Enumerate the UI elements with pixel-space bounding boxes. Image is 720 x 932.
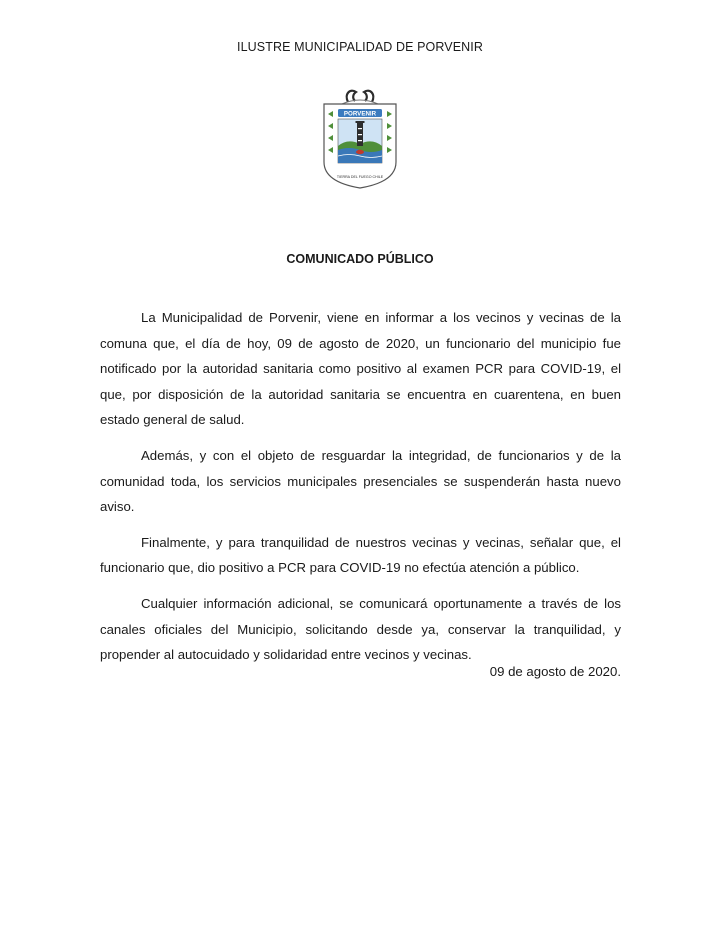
paragraph: Además, y con el objeto de resguardar la integridad, de funcionarios y de la comunidad toda, los servicios municipales presenciales se suspenderán hasta nuevo aviso. — [100, 447, 621, 515]
document-date: 09 de agosto de 2020. — [489, 664, 621, 679]
paragraph: Finalmente, y para tranquilidad de nuestros vecinas y vecinas, señalar que, el funcionario que, dio positivo a PCR para COVID-19 no efectúa atención a público. — [100, 534, 621, 576]
paragraph: La Municipalidad de Porvenir, viene en informar a los vecinos y vecinas de la comuna que, el día de hoy, 09 de agosto de 2020, un funcionario del municipio fue notificado por la autoridad sanitaria como positivo al examen PCR para COVID-19, el que, por disposición de la autoridad sanitaria se encuentra en cuarentena, en buen estado general de salud. — [100, 310, 621, 428]
page-title: COMUNICADO PÚBLICO — [286, 252, 434, 266]
paragraph: Cualquier información adicional, se comunicará oportunamente a través de los canales oficiales del Municipio, solicitando desde ya, conservar la tranquilidad, y propender al autocuidado y solidaridad entre vecinos y vecinas. — [100, 595, 621, 663]
municipal-crest-logo — [320, 84, 400, 190]
crest-motto: TIERRA DEL FUEGO CHILE — [336, 175, 384, 179]
document-body — [100, 305, 621, 678]
institution-header: ILUSTRE MUNICIPALIDAD DE PORVENIR — [237, 40, 483, 54]
crest-banner-text: PORVENIR — [343, 110, 377, 118]
